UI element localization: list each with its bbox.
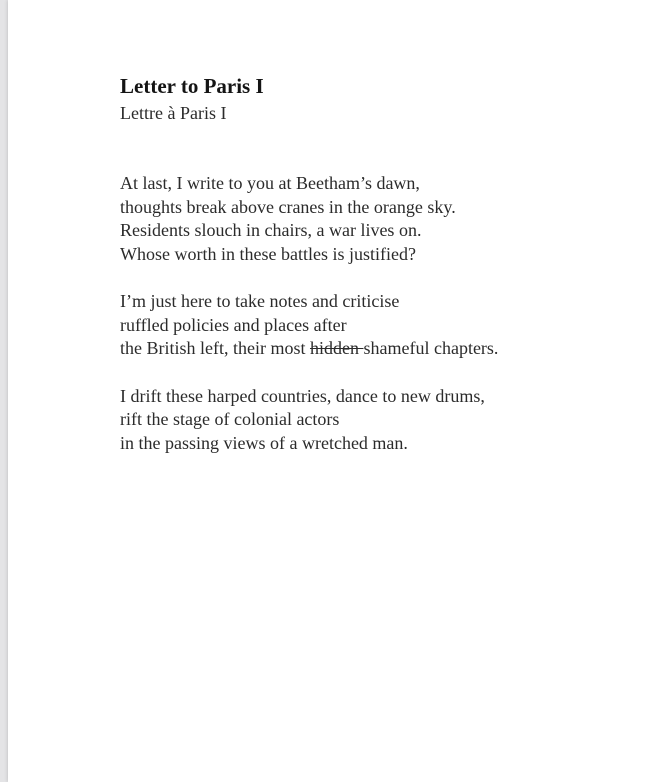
- stanza-1: [120, 172, 498, 266]
- poem-line: thoughts break above cranes in the orange sky.: [120, 196, 456, 217]
- stanza-3: [120, 385, 498, 456]
- poem-line: At last, I write to you at Beetham’s dawn,: [120, 173, 420, 193]
- document-page: [8, 0, 654, 782]
- poem: [120, 72, 498, 479]
- poem-line: in the passing views of a wretched man.: [120, 432, 408, 453]
- poem-line: I drift these harped countries, dance to new drums,: [120, 385, 485, 406]
- poem-line: ruffled policies and places after: [120, 314, 347, 335]
- line-text: shameful chapters.: [363, 338, 499, 358]
- poem-line: Whose worth in these battles is justified?: [120, 243, 416, 264]
- poem-subtitle: Lettre à Paris I: [120, 103, 227, 123]
- poem-line: [120, 337, 498, 361]
- poem-title: Letter to Paris I: [120, 74, 264, 98]
- poem-line: Residents slouch in chairs, a war lives on.: [120, 220, 422, 240]
- struck-through-word: hidden: [309, 338, 364, 358]
- poem-line: I’m just here to take notes and criticise: [120, 291, 400, 311]
- stanza-2: [120, 290, 498, 361]
- poem-line: rift the stage of colonial actors: [120, 409, 340, 429]
- line-text: the British left, their most: [120, 338, 310, 358]
